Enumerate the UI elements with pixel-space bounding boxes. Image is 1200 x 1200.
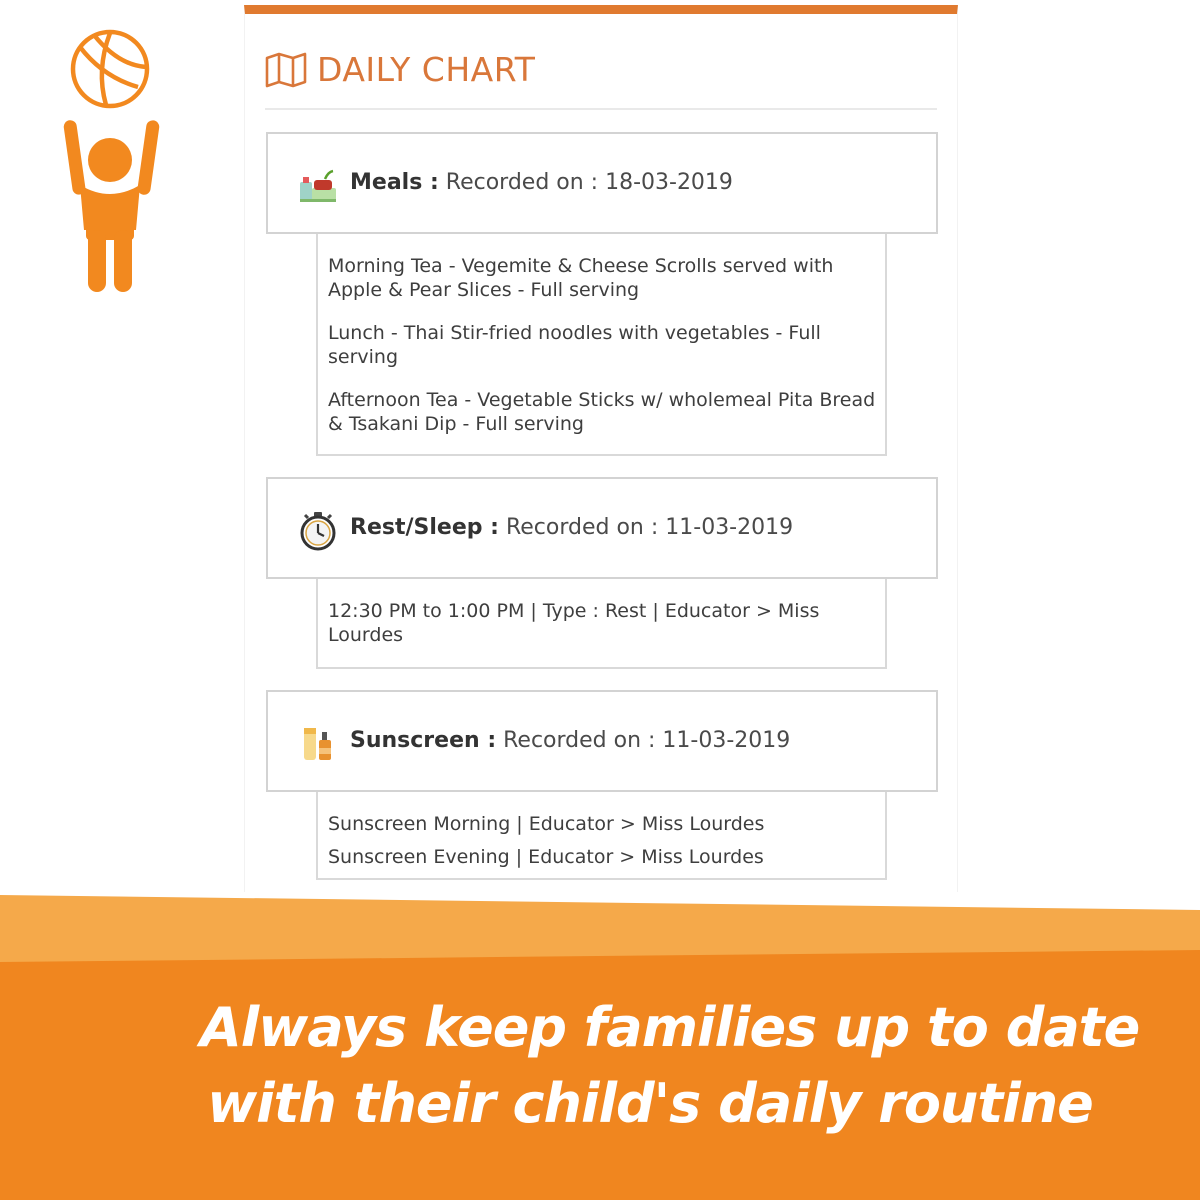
meal-entry-lunch: Lunch - Thai Stir-fried noodles with vegetables - Full serving [328,322,821,368]
banner-tagline [200,990,1140,1142]
rest-sleep-card-header[interactable] [266,477,938,579]
sunscreen-entry-evening: Sunscreen Evening | Educator > Miss Lourdes [328,846,764,868]
meal-entry-morning-tea: Morning Tea - Vegemite & Cheese Scrolls served with Apple & Pear Slices - Full serving [328,255,834,301]
sunscreen-label: Sunscreen : [350,728,497,753]
meals-header-text [350,134,733,232]
stopwatch-icon [298,511,338,551]
sunscreen-header-text [350,692,790,790]
meals-card-header[interactable] [266,132,938,234]
sunscreen-icon [298,724,338,764]
rest-header-text [350,479,793,577]
sunscreen-entry-morning: Sunscreen Morning | Educator > Miss Lourdes [328,813,765,835]
banner-line-2: with their child's daily routine [207,1072,1093,1135]
sunscreen-card-header[interactable] [266,690,938,792]
banner-line-1: Always keep families up to date [200,996,1140,1059]
meal-entry-afternoon-tea: Afternoon Tea - Vegetable Sticks w/ wholemeal Pita Bread & Tsakani Dip - Full serving [328,389,876,435]
rest-entry: 12:30 PM to 1:00 PM | Type : Rest | Educator > Miss Lourdes [328,600,820,646]
meals-icon [298,166,338,206]
map-icon [265,52,307,88]
meals-recorded-date: Recorded on : 18-03-2019 [445,170,733,195]
meals-details [316,234,887,456]
sunscreen-recorded-date: Recorded on : 11-03-2019 [503,728,791,753]
rest-sleep-details [316,579,887,669]
rest-label: Rest/Sleep : [350,515,499,540]
sunscreen-details [316,792,887,880]
daily-chart-panel [244,5,958,892]
panel-header [265,46,937,110]
rest-recorded-date: Recorded on : 11-03-2019 [505,515,794,540]
child-with-ball-icon [58,25,168,300]
page-title: DAILY CHART [317,50,536,89]
meals-label: Meals : [350,170,439,195]
